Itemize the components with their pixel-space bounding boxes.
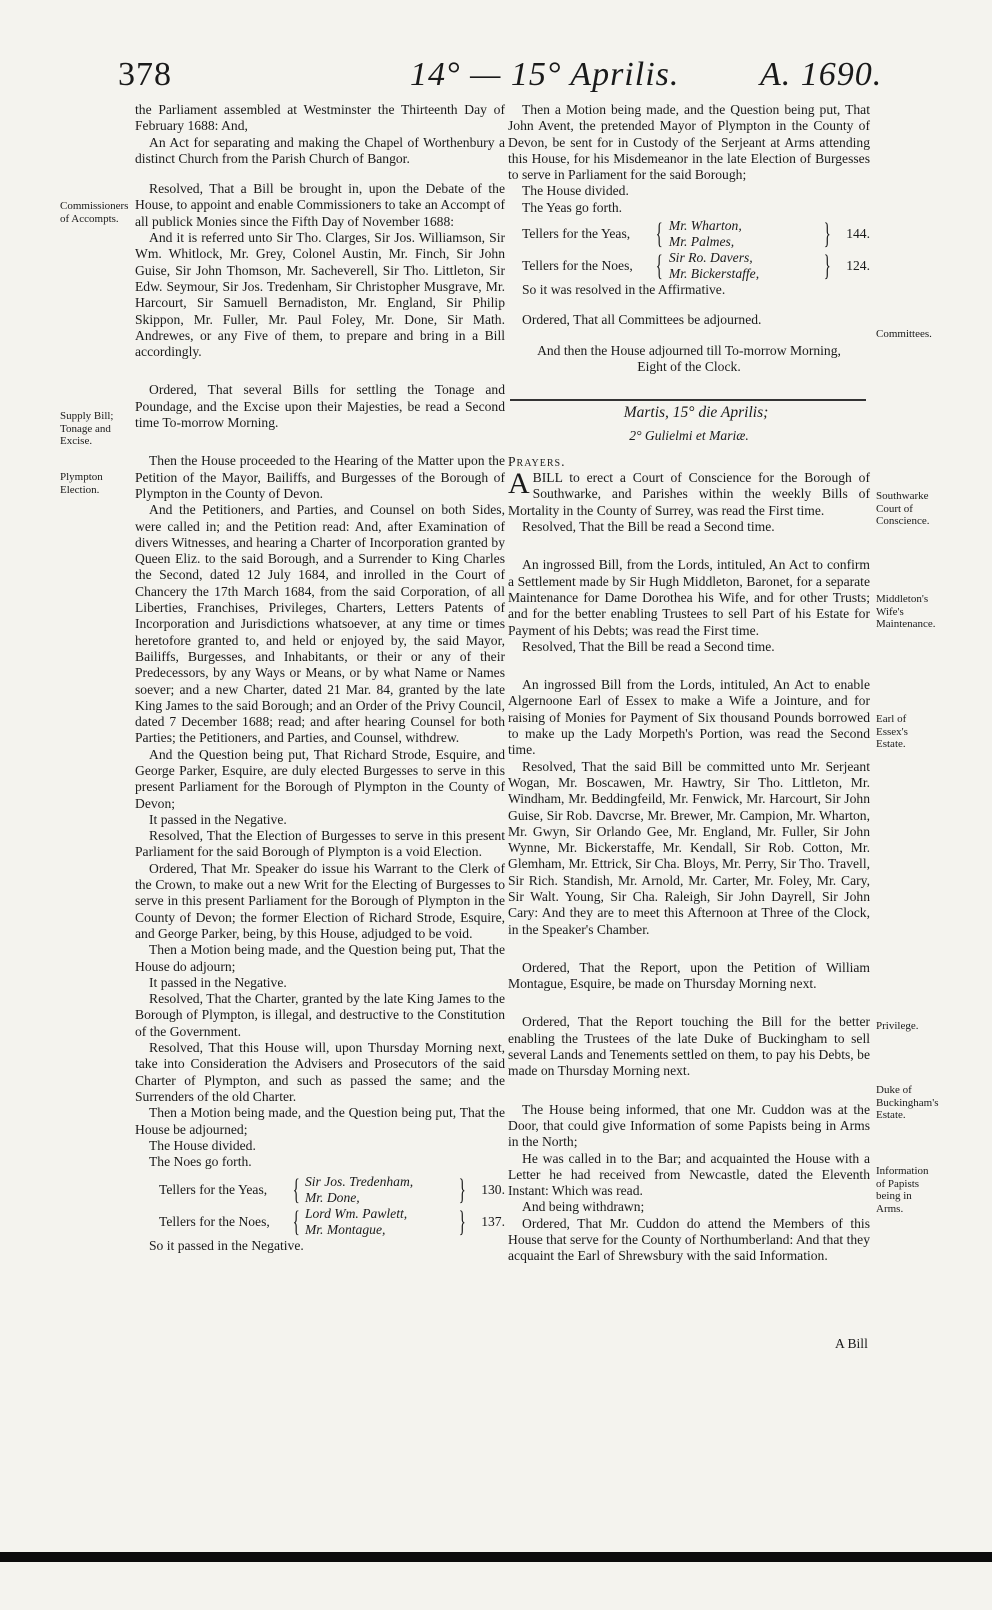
paragraph: Ordered, That Mr. Speaker do issue his Warrant to the Clerk of the Crown, to make out a new Writ for the Electing of Burgesses to serve in this present Parliament for the Borough of Plympton in the County of Devon; the former Election of Richard Strode, Esquire, and George Parker, being, by this House, adjudged to be void. [135, 860, 505, 941]
paragraph: Resolved, That the said Bill be committed unto Mr. Serjeant Wogan, Mr. Boscawen, Mr. Hawtry, Sir Tho. Littleton, Mr. Windham, Mr. Beddingfeild, Mr. Fenwick, Mr. Harcourt, Sir John Guise, Sir Rob. Davcrse, Mr. Brewer, Mr. Campion, Mr. Wharton, Mr. Gwyn, Sir Orlando Gee, Mr. England, Mr. Fuller, Sir John Wynne, Mr. Bickerstaffe, Mr. Kendall, Sir Rob. Cotton, Mr. Glemham, Mr. Ettrick, Sir Cha. Bloys, Mr. Perry, Sir Tho. Travell, Sir Rich. Standish, Mr. Arnold, Mr. Carter, Mr. Foley, Mr. Cary, Sir Walt. Young, Sir Cha. Raleigh, Sir John Dayrell, Sir John Cary: And they are to meet this Afternoon at Three of the Clock, in the Speaker's Chamber. [508, 758, 870, 937]
left-brace: { [656, 249, 664, 283]
paragraph-text: BILL to erect a Court of Conscience for the Borough of Southwarke, and Parishes within the weekly Bills of Mortality in the County of Surrey, was read the First time. [508, 470, 870, 518]
scan-edge-bar [0, 1552, 992, 1562]
running-head-year: A. 1690. [760, 56, 883, 93]
paragraph: He was called in to the Bar; and acquainted the House with a Letter he had received from Newcastle, dated the Eleventh Instant: Which was read. [508, 1150, 870, 1199]
teller-names [305, 1174, 455, 1206]
paragraph: The House divided. [522, 183, 629, 199]
paragraph: The House being informed, that one Mr. Cuddon was at the Door, that could give Information of some Papists being in Arms in the North; [508, 1101, 870, 1150]
paragraph: And the Petitioners, and Parties, and Counsel on both Sides, were called in; and the Petition read: And, after Examination of divers Witnesses, and hearing a Charter of Incorporation granted by Queen Eliz. to the said Borough, and a Surrender to King Charles the Second, dated 12 July 1684, and inrolled in the Court of Chancery the 17th March 1684, from the said Corporation, of all Liberties, Franchises, Privileges, Charters, Letters Patents of Incorporation and Jurisdictions whatsoever, at any time or times heretofore granted to, and held or enjoyed by, the said Mayor, Bailiffs, Burgesses, and Inhabitants, or their or any of their Predecessors, by any Ways or Means, or by what Name or Names soever; and a new Charter, dated 21 Mar. 84, granted by the late King James to the said Borough; and an Order of the Privy Council, dated 7 December 1688; read; and after hearing Counsel for both Parties; the Petitioners, and Parties, and Counsel, withdrew. [135, 502, 505, 746]
right-brace: } [458, 1205, 466, 1239]
right-brace: } [823, 249, 831, 283]
paragraph: Then the House proceeded to the Hearing of the Matter upon the Petition of the Mayor, Bailiffs, and Burgesses of the Borough of Plympton in the County of Devon. [135, 453, 505, 501]
teller-name: Mr. Bickerstaffe, [668, 266, 760, 282]
margin-note-buckingham: Duke of Buckingham's Estate. [876, 1084, 939, 1121]
drop-cap: A [508, 467, 530, 501]
right-column [508, 102, 870, 1265]
right-brace: } [458, 1173, 466, 1207]
paragraph: The Noes go forth. [149, 1154, 252, 1170]
paragraph: And being withdrawn; [522, 1199, 645, 1215]
paragraph: And it is referred unto Sir Tho. Clarges, Sir Jos. Williamson, Sir Wm. Whitlock, Mr. Grey, Colonel Austin, Mr. Finch, Sir John Guise, Sir John Thomson, Mr. Sacheverell, Sir Tho. Littleton, Sir Edw. Seymour, Sir Jos. Tredenham, Sir Christopher Musgrave, Mr. Harcourt, Sir Samuell Bernadiston, Mr. England, Sir Philip Skippon, Mr. Fuller, Mr. Paul Foley, Mr. Done, Sir Math. Andrewes, or any Five of them, to prepare and bring in a Bill accordingly. [135, 230, 505, 360]
paragraph: So it was resolved in the Affirmative. [522, 282, 726, 298]
paragraph: So it passed in the Negative. [149, 1238, 304, 1254]
paragraph: An ingrossed Bill from the Lords, intituled, An Act to enable Algernoone Earl of Essex to make a Wife a Jointure, and for raising of Monies for Payment of Six thousand Pounds borrowed to make up the Lady Morpeth's Portion, was read the Second time. [508, 677, 870, 758]
paragraph: Ordered, That several Bills for settling the Tonage and Poundage, and the Excise upon their Majesties, be read a Second time To-morrow Morning. [135, 382, 505, 431]
paragraph: Then a Motion being made, and the Question being put, That the House do adjourn; [135, 942, 505, 974]
margin-note-papists: Information of Papists being in Arms. [876, 1165, 929, 1215]
teller-name: Sir Ro. Davers, [668, 250, 753, 266]
tellers-noes [135, 1206, 505, 1238]
teller-names [669, 250, 820, 282]
margin-note-southwarke: Southwarke Court of Conscience. [876, 490, 930, 527]
left-brace: { [656, 217, 664, 251]
paragraph: And the Question being put, That Richard Strode, Esquire, and George Parker, Esquire, are duly elected Burgesses to serve in this present Parliament for the Borough of Plympton in the County of Devon; [135, 746, 505, 811]
paragraph: The Yeas go forth. [522, 199, 623, 215]
catchword: A Bill [835, 1336, 868, 1351]
paragraph: Resolved, That the Bill be read a Second time. [522, 638, 775, 654]
margin-note-supply: Supply Bill; Tonage and Excise. [60, 410, 114, 447]
teller-count: 124. [846, 258, 870, 274]
prayers-heading: Prayers. [508, 453, 566, 469]
running-head-dates: 14° — 15° Aprilis. [410, 56, 680, 93]
paragraph [508, 467, 870, 519]
paragraph: It passed in the Negative. [149, 811, 287, 827]
right-brace: } [823, 217, 831, 251]
paragraph: Resolved, That the Election of Burgesses to serve in this present Parliament for the said Borough of Plympton is a void Election. [135, 828, 505, 860]
teller-count: 144. [846, 226, 870, 242]
left-brace: { [292, 1173, 300, 1207]
left-brace: { [292, 1205, 300, 1239]
tellers-label: Tellers for the Yeas, [522, 226, 631, 242]
margin-note-committees: Committees. [876, 328, 932, 340]
margin-note-middleton: Middleton's Wife's Maintenance. [876, 593, 936, 630]
tellers-yeas [508, 218, 870, 250]
margin-note-privilege: Privilege. [876, 1020, 919, 1032]
paragraph: And then the House adjourned till To-morrow Morning, Eight of the Clock. [537, 342, 841, 374]
paragraph: Ordered, That Mr. Cuddon do attend the Members of this House that serve for the County of Northumberland: And that they acquaint the Earl of Shrewsbury with the said Information. [508, 1215, 870, 1264]
paragraph: Resolved, That this House will, upon Thursday Morning next, take into Consideration the Advisers and Prosecutors of the said Charter of Plympton, and such as passed the same; and the Surrenders of the old Charter. [135, 1040, 505, 1104]
teller-count: 137. [481, 1214, 505, 1230]
paragraph: Resolved, That the Charter, granted by the late King James to the Borough of Plympton, is illegal, and destructive to the Constitution of the Government. [135, 991, 505, 1039]
teller-name: Mr. Palmes, [668, 234, 735, 250]
paragraph: Ordered, That the Report touching the Bill for the better enabling the Trustees of the late Duke of Buckingham to sell several Lands and Tenements settled on them, to pay his Debts, be made on Thursday Morning next. [508, 1014, 870, 1079]
tellers-noes [508, 250, 870, 282]
teller-count: 130. [481, 1182, 505, 1198]
paragraph: Then a Motion being made, and the Question being put, That the House be adjourned; [135, 1105, 505, 1137]
paragraph: Resolved, That the Bill be read a Second time. [522, 519, 775, 535]
left-column [135, 102, 505, 1255]
page-number: 378 [118, 56, 172, 93]
day-subtitle: 2° Gulielmi et Mariæ. [629, 427, 749, 443]
teller-names [669, 218, 820, 250]
teller-name: Mr. Done, [304, 1190, 360, 1206]
teller-name: Lord Wm. Pawlett, [304, 1206, 408, 1222]
paragraph: Ordered, That the Report, upon the Petition of William Montague, Esquire, be made on Thursday Morning next. [508, 959, 870, 992]
paragraph: It passed in the Negative. [149, 974, 287, 990]
paragraph: Resolved, That a Bill be brought in, upon the Debate of the House, to appoint and enable Commissioners to take an Accompt of all publick Monies since the Fifth Day of November 1688: [135, 181, 505, 229]
teller-name: Mr. Montague, [304, 1222, 386, 1238]
teller-name: Mr. Wharton, [668, 218, 742, 234]
paragraph: The House divided. [149, 1137, 256, 1153]
margin-note-plympton: Plympton Election. [60, 471, 103, 496]
paragraph: Ordered, That all Committees be adjourned. [522, 312, 762, 328]
teller-names [305, 1206, 455, 1238]
tellers-label: Tellers for the Yeas, [159, 1182, 268, 1198]
paragraph: An ingrossed Bill, from the Lords, intituled, An Act to confirm a Settlement made by Sir Hugh Middleton, Baronet, for a separate Maintenance for Dame Dorothea his Wife, and for other Trusts; and for the better enabling Trustees to sell Part of his Estate for Payment of his Debts; was read the First time. [508, 557, 870, 638]
tellers-label: Tellers for the Noes, [159, 1214, 270, 1230]
paragraph: An Act for separating and making the Chapel of Worthenbury a distinct Church from the Parish Church of Bangor. [135, 134, 505, 166]
tellers-yeas [135, 1174, 505, 1206]
day-title: Martis, 15° die Aprilis; [623, 404, 769, 422]
paragraph: the Parliament assembled at Westminster the Thirteenth Day of February 1688: And, [135, 102, 505, 134]
section-rule [510, 399, 866, 401]
teller-name: Sir Jos. Tredenham, [304, 1174, 414, 1190]
tellers-label: Tellers for the Noes, [522, 258, 633, 274]
paragraph: Then a Motion being made, and the Question being put, That John Avent, the pretended Mayor of Plympton in the County of Devon, be sent for in Custody of the Serjeant at Arms attending this House, for his Misdemeanor in the late Election of Burgesses to serve in Parliament for the said Borough; [508, 102, 870, 183]
margin-note-essex: Earl of Essex's Estate. [876, 713, 908, 750]
margin-note-commissioners: Commissioners of Accompts. [60, 200, 129, 225]
